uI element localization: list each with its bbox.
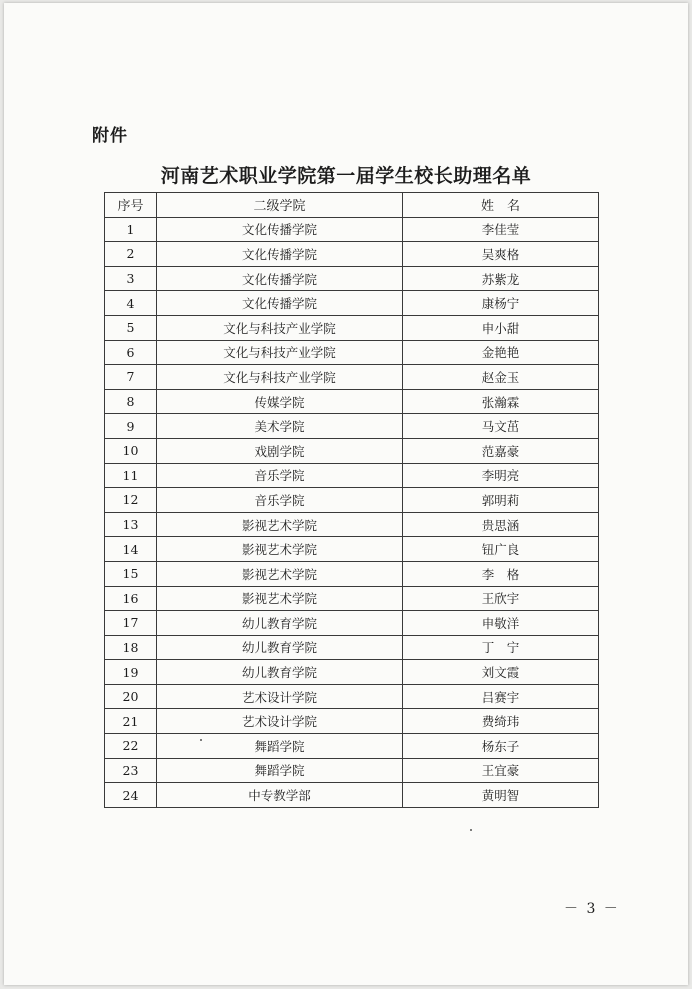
table-row <box>105 635 599 660</box>
cell-college: 幼儿教育学院 <box>157 635 403 660</box>
table-row <box>105 291 599 316</box>
cell-number: 5 <box>105 315 157 340</box>
document-title: 河南艺术职业学院第一届学生校长助理名单 <box>160 165 532 187</box>
table-row <box>105 242 599 267</box>
cell-college: 文化与科技产业学院 <box>157 340 403 365</box>
cell-number: 12 <box>105 488 157 513</box>
cell-number: 16 <box>105 586 157 611</box>
cell-name: 李佳莹 <box>403 217 599 242</box>
cell-college: 文化与科技产业学院 <box>157 365 403 390</box>
cell-name: 王欣宇 <box>403 586 599 611</box>
cell-name: 申小甜 <box>403 315 599 340</box>
cell-college: 舞蹈学院 <box>157 734 403 759</box>
cell-number: 4 <box>105 291 157 316</box>
table-row <box>105 758 599 783</box>
page-number: － 3 － <box>564 901 620 917</box>
cell-number: 15 <box>105 561 157 586</box>
cell-name: 康杨宁 <box>403 291 599 316</box>
header-name: 姓 名 <box>403 193 599 218</box>
cell-college: 文化传播学院 <box>157 266 403 291</box>
cell-college: 文化传播学院 <box>157 242 403 267</box>
header-college: 二级学院 <box>157 193 403 218</box>
cell-college: 文化传播学院 <box>157 291 403 316</box>
cell-college: 影视艺术学院 <box>157 512 403 537</box>
table-row <box>105 315 599 340</box>
cell-number: 20 <box>105 684 157 709</box>
cell-college: 艺术设计学院 <box>157 709 403 734</box>
cell-name: 苏紫龙 <box>403 266 599 291</box>
table-row <box>105 266 599 291</box>
table-row <box>105 684 599 709</box>
cell-college: 影视艺术学院 <box>157 586 403 611</box>
cell-name: 张瀚霖 <box>403 389 599 414</box>
table-row <box>105 488 599 513</box>
table-row <box>105 217 599 242</box>
table-row <box>105 586 599 611</box>
document-page <box>4 3 688 985</box>
cell-college: 传媒学院 <box>157 389 403 414</box>
table-row <box>105 611 599 636</box>
student-assistant-table <box>104 192 599 808</box>
cell-college: 影视艺术学院 <box>157 537 403 562</box>
scan-speck <box>470 829 472 831</box>
cell-college: 戏剧学院 <box>157 438 403 463</box>
table-header-row <box>105 193 599 218</box>
cell-college: 美术学院 <box>157 414 403 439</box>
table-row <box>105 734 599 759</box>
cell-number: 10 <box>105 438 157 463</box>
cell-number: 22 <box>105 734 157 759</box>
cell-college: 音乐学院 <box>157 488 403 513</box>
cell-college: 文化与科技产业学院 <box>157 315 403 340</box>
table-row <box>105 512 599 537</box>
cell-name: 丁 宁 <box>403 635 599 660</box>
cell-name: 金艳艳 <box>403 340 599 365</box>
cell-college: 文化传播学院 <box>157 217 403 242</box>
table-row <box>105 783 599 808</box>
cell-number: 7 <box>105 365 157 390</box>
cell-number: 18 <box>105 635 157 660</box>
table-row <box>105 537 599 562</box>
table-row <box>105 389 599 414</box>
cell-name: 郭明莉 <box>403 488 599 513</box>
cell-number: 17 <box>105 611 157 636</box>
cell-number: 14 <box>105 537 157 562</box>
cell-college: 艺术设计学院 <box>157 684 403 709</box>
table-row <box>105 414 599 439</box>
table-row <box>105 709 599 734</box>
attachment-label: 附件 <box>92 126 128 146</box>
table-row <box>105 463 599 488</box>
cell-number: 19 <box>105 660 157 685</box>
cell-college: 影视艺术学院 <box>157 561 403 586</box>
table-row <box>105 438 599 463</box>
cell-name: 杨东子 <box>403 734 599 759</box>
cell-name: 贵思涵 <box>403 512 599 537</box>
cell-college: 幼儿教育学院 <box>157 660 403 685</box>
cell-name: 申敬洋 <box>403 611 599 636</box>
table-row <box>105 340 599 365</box>
cell-name: 王宜豪 <box>403 758 599 783</box>
cell-number: 13 <box>105 512 157 537</box>
cell-name: 费绮玮 <box>403 709 599 734</box>
cell-college: 幼儿教育学院 <box>157 611 403 636</box>
cell-name: 黄明智 <box>403 783 599 808</box>
cell-number: 11 <box>105 463 157 488</box>
cell-name: 刘文霞 <box>403 660 599 685</box>
cell-college: 音乐学院 <box>157 463 403 488</box>
cell-number: 9 <box>105 414 157 439</box>
cell-college: 舞蹈学院 <box>157 758 403 783</box>
cell-name: 范嘉豪 <box>403 438 599 463</box>
cell-name: 吕赛宇 <box>403 684 599 709</box>
cell-name: 马文茁 <box>403 414 599 439</box>
header-number: 序号 <box>105 193 157 218</box>
cell-name: 吴爽格 <box>403 242 599 267</box>
scan-speck <box>200 739 202 741</box>
cell-number: 24 <box>105 783 157 808</box>
cell-number: 6 <box>105 340 157 365</box>
cell-number: 23 <box>105 758 157 783</box>
cell-name: 钮广良 <box>403 537 599 562</box>
cell-name: 李明亮 <box>403 463 599 488</box>
cell-number: 21 <box>105 709 157 734</box>
cell-number: 3 <box>105 266 157 291</box>
cell-number: 1 <box>105 217 157 242</box>
cell-college: 中专教学部 <box>157 783 403 808</box>
cell-name: 赵金玉 <box>403 365 599 390</box>
cell-number: 8 <box>105 389 157 414</box>
table-row <box>105 660 599 685</box>
cell-number: 2 <box>105 242 157 267</box>
table-row <box>105 365 599 390</box>
table-row <box>105 561 599 586</box>
cell-name: 李 格 <box>403 561 599 586</box>
